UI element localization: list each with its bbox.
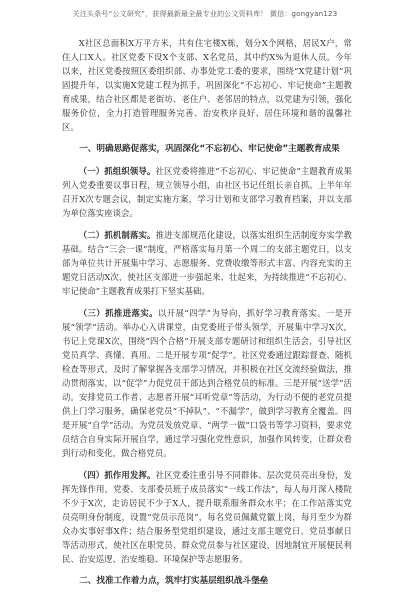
section-heading-1: 一、明确思路促落实，巩固深化“不忘初心、牢记使命”主题教育成果 bbox=[79, 144, 340, 154]
paragraph-mechanism bbox=[62, 228, 352, 298]
paragraph-text: 社区党委注重引导不同群体、层次党员亮出身份，发挥先锋作用，党委、支部委员班子成员落实“一线工作法”，每人每月深入楼院不少于X次，走访居民不少于X人，提升联系服务群众水平；在工作站落实党员亮明身份制度，设置“党员示范岗”，每名党员佩戴党徽上岗，每月至少为群众办实事好事X件；结合服务型党组织建设，通过支部主题党日、党员事献日等活动形式，使社区在职党员、群众党员参与社区建设，因地制宜开展便民利民、治安巡逻、治安维稳、环境保护等志愿服务。 bbox=[62, 470, 352, 564]
document-body bbox=[62, 36, 352, 596]
paragraph-text: 推进支部规范化建设，以落实组织生活制度夯实学教基础。结合“三会一课”制度，严格落实每月第一个周二的支部主题党日，以支部为单位共计开展集中学习、志愿服务、党费收缴等形式丰富、内容充实的主题党日活动X次，使社区支部进一步强起来、壮起来，为持续推进“不忘初心、牢记使命”主题教育成果打下坚实基础。 bbox=[62, 230, 352, 296]
subheading-role: （四）抓作用发挥。 bbox=[78, 470, 156, 480]
paragraph-promotion bbox=[62, 306, 352, 460]
subheading-promotion: （三）抓推进落实。 bbox=[78, 308, 158, 318]
paragraph-text: 以开展“四学”为导向，抓好学习教育落实。一是开展“领学”活动。举办心入讲课堂，由党委班子带头领学，开展集中学习X次，书记上党课X次，围绕“四个合格”开展支部专题研讨和组织生活会，引导社区党员真学、真懂、真用。二是开展专项“促学”。社区党委通过跟踪督查、随机检查等形式，及时了解掌握各支部学习情况，并积极在社区交流经验做法，推动贯彻落实，以“促学”力促党员干部达到合格党员的标准。三是开展“送学”活动。安排党员工作者、志愿者开展“耳听党章”等活动，为行动不便的老党员提供上门学习服务，确保老党员“不掉队”、“不漏学”，做到学习教育全覆盖。四是开展“自学”活动。为党员发放党章、“两学一做”口袋书等学习资料，要求党员结合自身实际开展自学，通过学习强化党性意识，加强作风转变，让群众看到行动和变化，做合格党员。 bbox=[62, 308, 352, 458]
header-note: 关注头条号“公文研究”，获得最新最全最专业的公文资料库！ 微信：gongyan123 bbox=[72, 10, 338, 18]
intro-paragraph: X社区总面积X万平方米，共有住宅楼X栋，划分X个网格，居民X户，常住人口X人。社区党委下设X个支部、X名党员，其中约X%为退休人员。今年以来，社区党委按照区委组织部、办事处党工委的要求，围绕“X党建计划”巩固提升年，以实施X党建工程为抓手，巩固深化“不忘初心、牢记使命”主题教育成果，结合社区都是老街坊、老住户、老邻居的特点，以党建为引领，强化服务价位，全力打造管理服务完善、治安秩序良好、居住环境和谐的温馨社区。 bbox=[62, 38, 352, 132]
paragraph-role bbox=[62, 468, 352, 566]
section-heading-2: 二、找准工作着力点，筑牢打实基层组织战斗堡垒 bbox=[79, 576, 269, 586]
paragraph-organization-leadership bbox=[62, 164, 352, 220]
subheading-organization-leadership: （一）抓组织领导。 bbox=[78, 166, 156, 176]
subheading-mechanism: （二）抓机制落实。 bbox=[78, 230, 156, 240]
paragraph-text: 社区党委将推进“不忘初心、牢记使命”主题教育成果列入党委重要议事日程，规立领导小组，由社区书记任组长亲自抓。上半年年召开X次专题会议，制定实施方案，学习计划和支部学习教育档案，并以支部为单位落实座谈会。 bbox=[62, 166, 352, 218]
